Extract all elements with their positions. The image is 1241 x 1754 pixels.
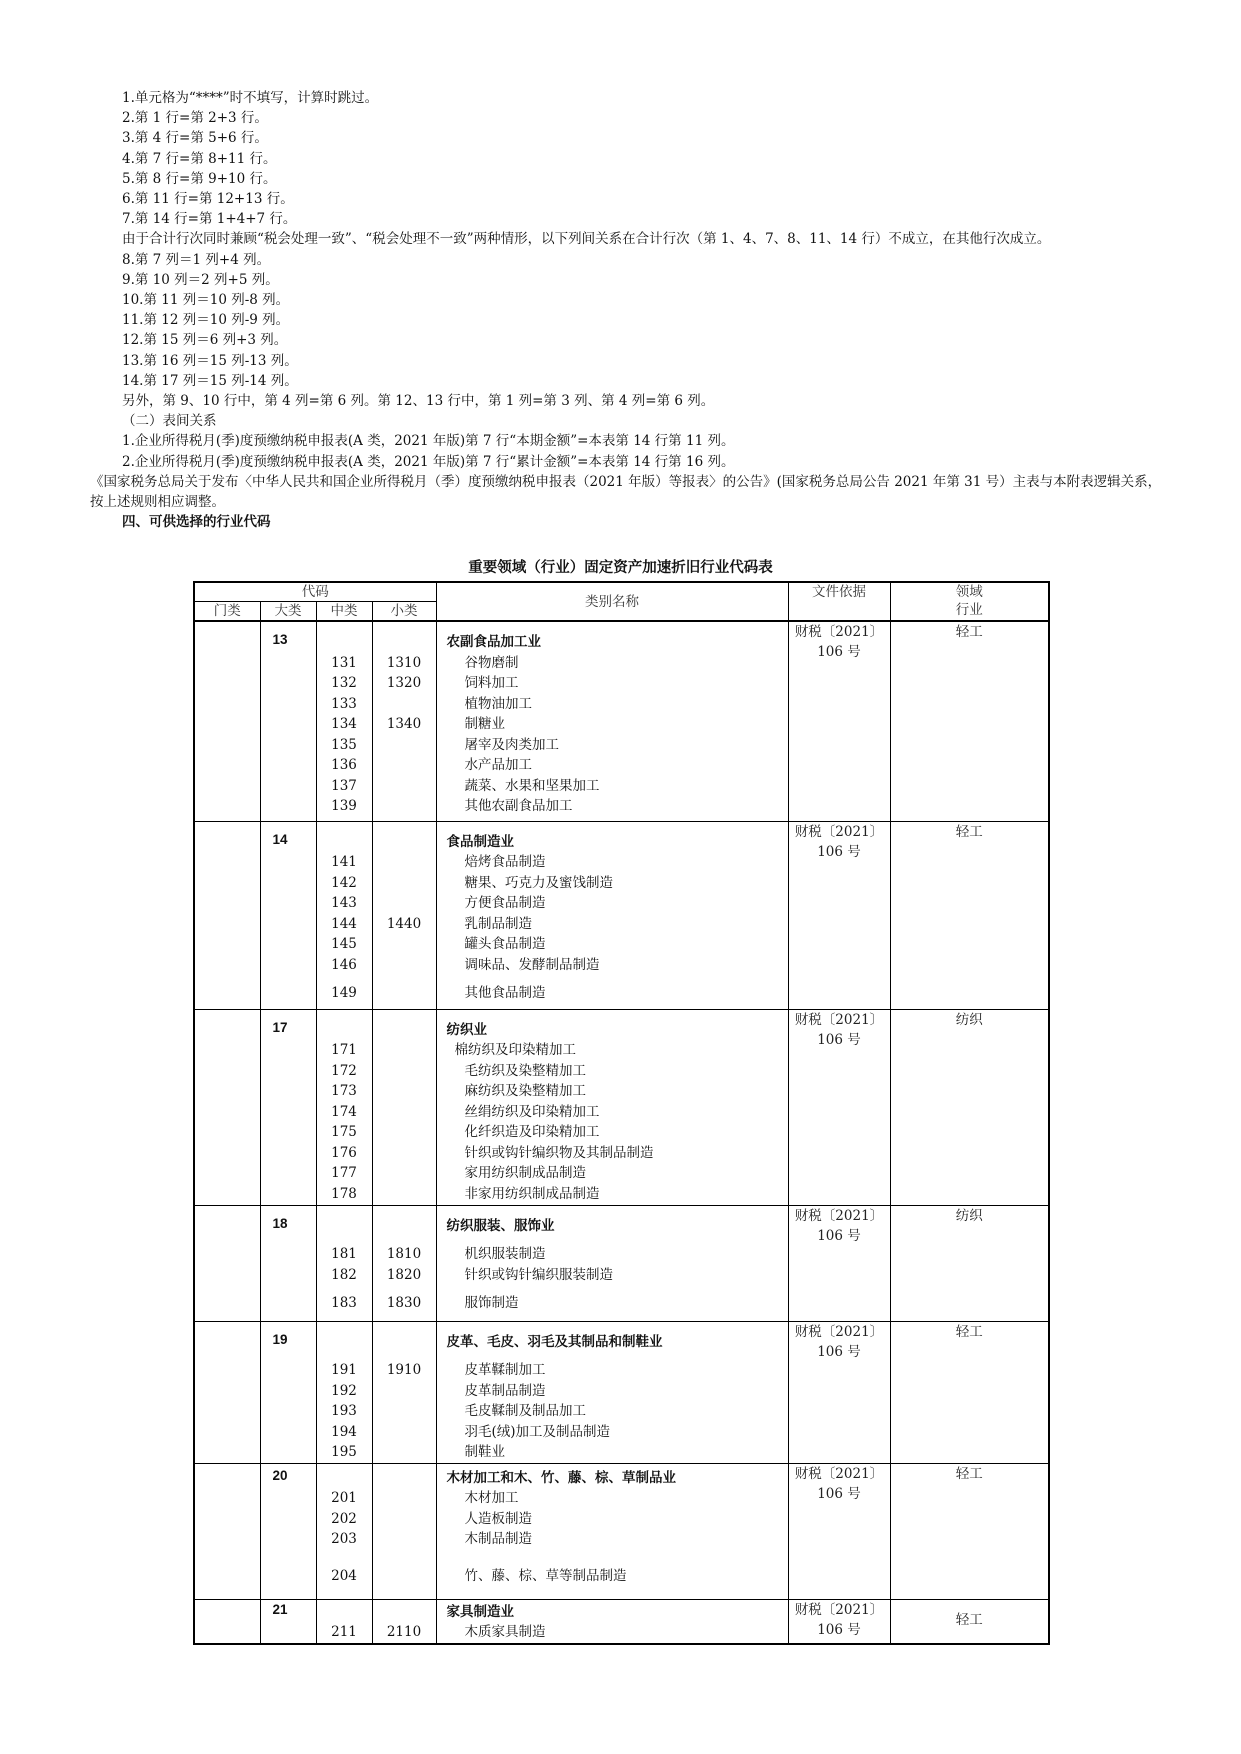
basis-line: 财税〔2021〕	[794, 624, 884, 640]
category-item: 丝绢纺织及印染精加工	[464, 1103, 600, 1120]
mid-code: 178	[331, 1185, 357, 1202]
mid-code: 133	[331, 695, 357, 712]
category-names	[436, 621, 788, 821]
field-value: 轻工	[955, 823, 983, 840]
field-value: 轻工	[955, 624, 983, 640]
small-codes	[372, 1599, 436, 1644]
col-rule-line: 8.第 7 列＝1 列+4 列。	[122, 251, 271, 268]
header-door: 门类	[194, 602, 260, 622]
door-cell	[194, 1463, 260, 1599]
mid-codes	[316, 1205, 372, 1321]
mid-code: 175	[331, 1124, 357, 1140]
category-item: 竹、藤、棕、草等制品制造	[464, 1567, 627, 1584]
category-item: 服饰制造	[464, 1295, 519, 1311]
mid-code: 172	[331, 1062, 357, 1079]
category-item: 焙烤食品制造	[464, 854, 546, 870]
field-cell	[890, 821, 1049, 1009]
major-code: 13	[260, 621, 316, 821]
category-item: 木材加工	[464, 1490, 519, 1506]
small-code: 1310	[386, 654, 422, 671]
category-names	[436, 1205, 788, 1321]
major-code: 21	[260, 1599, 316, 1644]
small-code: 1830	[386, 1295, 422, 1311]
field-value: 纺织	[955, 1207, 983, 1224]
table-title: 重要领域（行业）固定资产加速折旧行业代码表	[468, 559, 773, 576]
small-code: 1440	[386, 915, 422, 932]
mid-codes	[316, 821, 372, 1009]
rule-line: 4.第 7 行=第 8+11 行。	[122, 150, 277, 167]
inter-rule-line: 2.企业所得税月(季)度预缴纳税申报表(A 类，2021 年版)第 7 行“累计金额”=本表第 14 行第 16 列。	[122, 453, 735, 470]
small-codes	[372, 821, 436, 1009]
category-item: 木质家具制造	[464, 1624, 546, 1640]
mid-code: 201	[331, 1490, 357, 1506]
door-cell	[194, 1321, 260, 1463]
mid-code: 195	[331, 1444, 357, 1460]
category-item: 谷物磨制	[464, 654, 519, 671]
category-item: 乳制品制造	[464, 915, 532, 932]
col-rule-line: 10.第 11 列＝10 列-8 列。	[122, 292, 290, 309]
mid-code: 143	[331, 895, 357, 911]
small-code: 1320	[386, 675, 422, 691]
door-cell	[194, 1009, 260, 1205]
mid-code: 193	[331, 1403, 357, 1419]
basis-line: 财税〔2021〕	[794, 1207, 884, 1224]
mid-codes	[316, 1463, 372, 1599]
category-title: 家具制造业	[446, 1603, 514, 1619]
category-item: 机织服装制造	[464, 1246, 546, 1262]
rule-line: 2.第 1 行=第 2+3 行。	[122, 110, 268, 127]
category-item: 皮革鞣制加工	[464, 1362, 546, 1378]
header-small: 小类	[372, 602, 436, 622]
category-item: 其他食品制造	[464, 985, 546, 1001]
category-item: 家用纺织制成品制造	[464, 1165, 586, 1181]
mid-code: 145	[331, 936, 357, 952]
small-code: 1910	[386, 1362, 422, 1378]
col-rule-line: 9.第 10 列＝2 列+5 列。	[122, 271, 279, 288]
mid-code: 204	[331, 1567, 357, 1584]
category-title: 皮革、毛皮、羽毛及其制品和制鞋业	[446, 1333, 663, 1349]
mid-code: 142	[331, 874, 357, 891]
mid-codes	[316, 621, 372, 821]
basis-line: 106 号	[817, 1031, 861, 1048]
field-value: 轻工	[955, 1465, 983, 1482]
table-group-row	[194, 621, 1049, 821]
field-cell	[890, 1321, 1049, 1463]
category-item: 制鞋业	[464, 1444, 505, 1460]
mid-codes	[316, 1599, 372, 1644]
mid-code: 203	[331, 1531, 357, 1547]
mid-code: 176	[331, 1144, 357, 1161]
small-codes	[372, 1321, 436, 1463]
category-title: 农副食品加工业	[446, 634, 541, 649]
mid-code: 171	[331, 1042, 357, 1058]
mid-code: 132	[331, 675, 357, 691]
major-code: 18	[260, 1205, 316, 1321]
category-names	[436, 1009, 788, 1205]
small-codes	[372, 1009, 436, 1205]
small-codes	[372, 1463, 436, 1599]
mid-code: 146	[331, 956, 357, 973]
door-cell	[194, 821, 260, 1009]
door-cell	[194, 1205, 260, 1321]
mid-code: 211	[331, 1624, 357, 1640]
field-cell	[890, 1599, 1049, 1644]
header-field-line2: 行业	[955, 602, 983, 618]
mid-code: 139	[331, 798, 357, 814]
category-title: 木材加工和木、竹、藤、棕、草制品业	[446, 1469, 676, 1485]
basis-line: 106 号	[817, 843, 861, 860]
col-rule-line: 14.第 17 列＝15 列-14 列。	[122, 372, 298, 389]
table-group-row	[194, 1599, 1049, 1644]
mid-code: 183	[331, 1295, 357, 1311]
category-title: 纺织服装、服饰业	[446, 1217, 555, 1233]
basis-line: 财税〔2021〕	[794, 1323, 884, 1340]
basis-cell	[788, 1205, 890, 1321]
rule-line: 3.第 4 行=第 5+6 行。	[122, 130, 268, 147]
category-item: 水产品加工	[464, 757, 532, 773]
mid-codes	[316, 1321, 372, 1463]
basis-cell	[788, 1009, 890, 1205]
col-rule-line: 13.第 16 列＝15 列-13 列。	[122, 352, 298, 369]
mid-code: 192	[331, 1382, 357, 1399]
field-value: 轻工	[955, 1323, 983, 1340]
small-code: 1340	[386, 716, 422, 732]
category-item: 麻纺织及染整精加工	[464, 1083, 586, 1099]
category-item: 蔬菜、水果和坚果加工	[464, 777, 600, 794]
basis-line: 106 号	[817, 644, 861, 660]
category-item: 非家用纺织制成品制造	[464, 1185, 600, 1202]
mid-code: 174	[331, 1103, 357, 1120]
table-group-row	[194, 1321, 1049, 1463]
notes-section	[90, 88, 1170, 532]
mid-code: 173	[331, 1083, 357, 1099]
basis-line: 106 号	[817, 1621, 861, 1638]
extra-note: 另外，第 9、10 行中，第 4 列=第 6 列。第 12、13 行中，第 1 列=第 3 列、第 4 列=第 6 列。	[122, 393, 715, 410]
section-title: 四、可供选择的行业代码	[122, 514, 271, 531]
category-title: 纺织业	[446, 1021, 487, 1037]
major-code: 19	[260, 1321, 316, 1463]
category-item: 皮革制品制造	[464, 1382, 546, 1399]
mid-code: 136	[331, 757, 357, 773]
basis-line: 106 号	[817, 1343, 861, 1360]
mid-code: 137	[331, 777, 357, 794]
category-item: 针织或钩针编织物及其制品制造	[464, 1144, 654, 1161]
category-names	[436, 821, 788, 1009]
door-cell	[194, 621, 260, 821]
category-item: 调味品、发酵制品制造	[464, 956, 600, 973]
industry-code-table	[193, 581, 1050, 1645]
category-item: 方便食品制造	[464, 895, 546, 911]
rule-line: 1.单元格为“****”时不填写，计算时跳过。	[122, 90, 379, 106]
table-group-row	[194, 1463, 1049, 1599]
announcement-note: 《国家税务总局关于发布〈中华人民共和国企业所得税月（季）度预缴纳税申报表（2021 年版）等报表〉的公告》(国家税务总局公告 2021 年第 31 号）主表与本附表逻辑关系，按上述规则相应调整。	[90, 473, 1162, 511]
basis-line: 106 号	[817, 1227, 861, 1244]
category-names	[436, 1321, 788, 1463]
small-codes	[372, 621, 436, 821]
header-major: 大类	[260, 602, 316, 622]
field-cell	[890, 621, 1049, 821]
door-cell	[194, 1599, 260, 1644]
mid-code: 144	[331, 915, 357, 932]
table-group-row	[194, 1009, 1049, 1205]
mid-code: 131	[331, 654, 357, 671]
category-item: 罐头食品制造	[464, 936, 546, 952]
field-value: 轻工	[955, 1611, 983, 1628]
mid-code: 182	[331, 1266, 357, 1283]
basis-cell	[788, 821, 890, 1009]
category-names	[436, 1463, 788, 1599]
small-codes	[372, 1205, 436, 1321]
category-item: 木制品制造	[464, 1531, 532, 1547]
col-rule-line: 12.第 15 列＝6 列+3 列。	[122, 332, 288, 349]
mid-code: 202	[331, 1510, 357, 1527]
small-code: 1820	[386, 1266, 422, 1283]
mid-code: 141	[331, 854, 357, 870]
basis-line: 财税〔2021〕	[794, 1601, 884, 1618]
category-item: 棉纺织及印染精加工	[454, 1042, 576, 1058]
header-code: 代码	[194, 582, 436, 602]
category-item: 化纤织造及印染精加工	[464, 1124, 600, 1140]
major-code: 14	[260, 821, 316, 1009]
category-item: 针织或钩针编织服装制造	[464, 1266, 613, 1283]
category-item: 毛纺织及染整精加工	[464, 1062, 586, 1079]
category-item: 毛皮鞣制及制品加工	[464, 1403, 586, 1419]
field-cell	[890, 1463, 1049, 1599]
mid-code: 135	[331, 736, 357, 753]
basis-cell	[788, 1599, 890, 1644]
basis-cell	[788, 1321, 890, 1463]
basis-line: 财税〔2021〕	[794, 1465, 884, 1482]
small-code	[373, 694, 436, 715]
category-item: 屠宰及肉类加工	[464, 736, 559, 753]
col-rule-line: 11.第 12 列＝10 列-9 列。	[122, 312, 290, 329]
field-value: 纺织	[955, 1011, 983, 1028]
mid-code: 181	[331, 1246, 357, 1262]
mid-code: 149	[331, 985, 357, 1001]
field-cell	[890, 1205, 1049, 1321]
header-field-line1: 领域	[955, 584, 983, 600]
basis-line: 财税〔2021〕	[794, 1011, 884, 1028]
category-item: 制糖业	[464, 716, 505, 732]
header-middle: 中类	[316, 602, 372, 622]
small-code: 2110	[386, 1624, 422, 1640]
mid-code: 191	[331, 1362, 357, 1378]
header-field	[890, 582, 1049, 621]
category-names	[436, 1599, 788, 1644]
column-intro: 由于合计行次同时兼顾“税会处理一致”、“税会处理不一致”两种情形，以下列间关系在合计行次（第 1、4、7、8、11、14 行）不成立，在其他行次成立。	[122, 231, 1051, 248]
category-item: 人造板制造	[464, 1510, 532, 1527]
category-item: 糖果、巧克力及蜜饯制造	[464, 874, 613, 891]
header-basis: 文件依据	[788, 582, 890, 621]
rule-line: 7.第 14 行=第 1+4+7 行。	[122, 211, 297, 228]
major-code: 20	[260, 1463, 316, 1599]
mid-codes	[316, 1009, 372, 1205]
category-title: 食品制造业	[446, 833, 514, 849]
rule-line: 6.第 11 行=第 12+13 行。	[122, 191, 294, 208]
mid-code: 134	[331, 716, 357, 732]
rule-line: 5.第 8 行=第 9+10 行。	[122, 170, 277, 187]
category-item: 植物油加工	[464, 695, 532, 712]
header-name: 类别名称	[436, 582, 788, 621]
major-code: 17	[260, 1009, 316, 1205]
basis-cell	[788, 1463, 890, 1599]
basis-line: 财税〔2021〕	[794, 823, 884, 840]
inter-rule-line: 1.企业所得税月(季)度预缴纳税申报表(A 类，2021 年版)第 7 行“本期金额”=本表第 14 行第 11 列。	[122, 433, 735, 450]
mid-code: 194	[331, 1423, 357, 1440]
category-item: 饲料加工	[464, 675, 519, 691]
basis-cell	[788, 621, 890, 821]
small-code: 1810	[386, 1246, 422, 1262]
category-item: 其他农副食品加工	[464, 798, 573, 814]
table-group-row	[194, 1205, 1049, 1321]
inter-table-title: （二）表间关系	[122, 413, 217, 430]
table-group-row	[194, 821, 1049, 1009]
mid-code: 177	[331, 1165, 357, 1181]
field-cell	[890, 1009, 1049, 1205]
category-item: 羽毛(绒)加工及制品制造	[464, 1423, 611, 1440]
basis-line: 106 号	[817, 1485, 861, 1502]
